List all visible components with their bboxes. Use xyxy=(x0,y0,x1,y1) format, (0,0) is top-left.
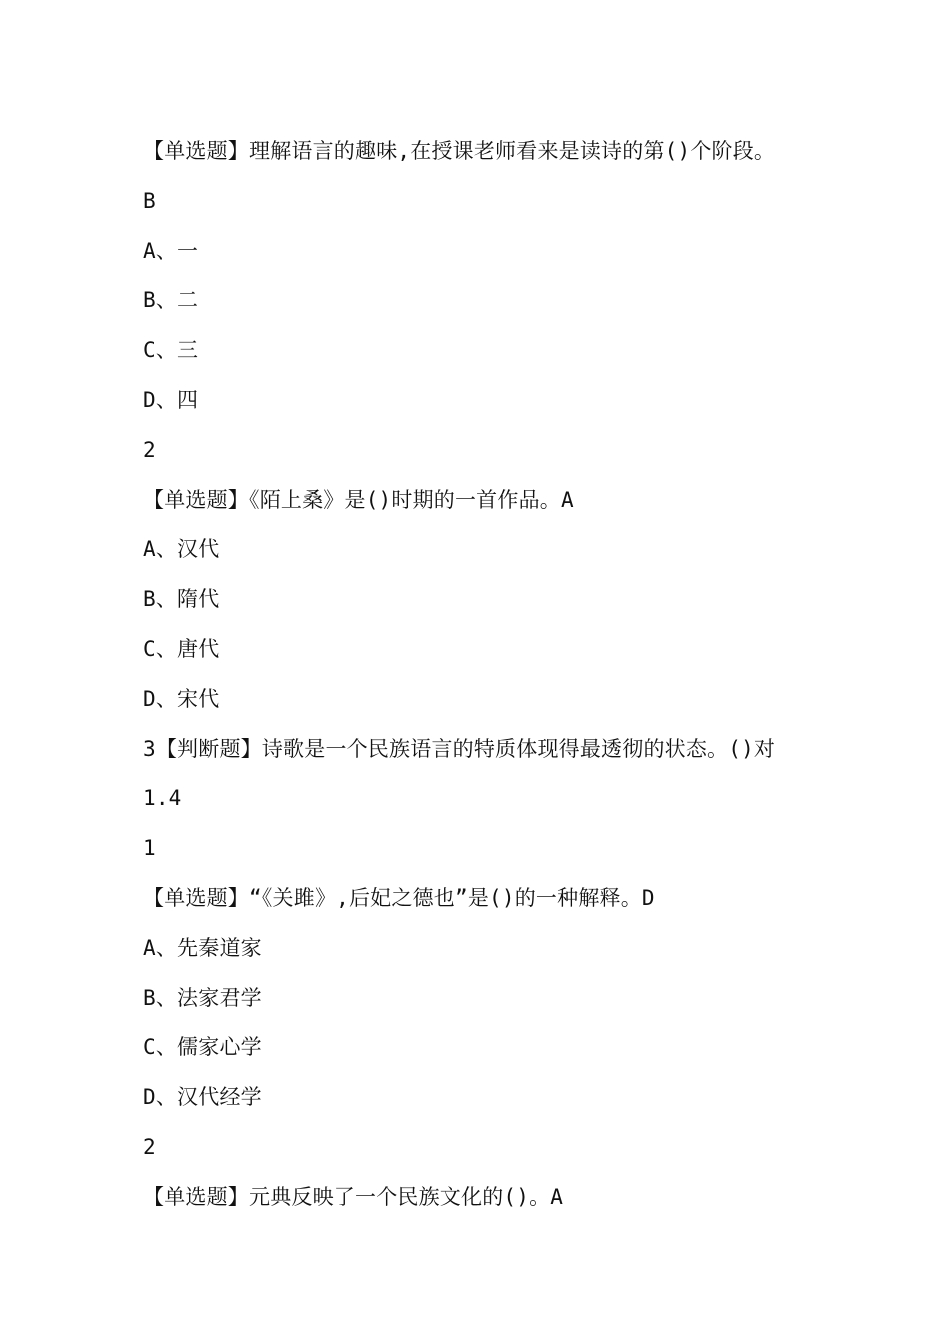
question-3-text: 3【判断题】诗歌是一个民族语言的特质体现得最透彻的状态。()对 xyxy=(143,736,776,761)
question-1-option-a: A、一 xyxy=(143,238,199,263)
document-body xyxy=(143,132,863,1228)
question-4-option-a: A、先秦道家 xyxy=(143,935,262,960)
question-4-option-c: C、儒家心学 xyxy=(143,1035,262,1060)
question-2-option-b: B、隋代 xyxy=(143,587,220,612)
question-4-text: 【单选题】“《关雎》,后妃之德也”是()的一种解释。D xyxy=(143,885,655,910)
question-2-option-d: D、宋代 xyxy=(143,686,220,711)
question-number: 1 xyxy=(143,836,156,861)
question-4-option-b: B、法家君学 xyxy=(143,985,262,1010)
question-5-text: 【单选题】元典反映了一个民族文化的()。A xyxy=(143,1184,564,1209)
question-number: 2 xyxy=(143,437,156,462)
question-1-option-d: D、四 xyxy=(143,387,199,412)
question-1-option-b: B、二 xyxy=(143,288,199,313)
question-2-option-c: C、唐代 xyxy=(143,636,220,661)
question-1-answer: B xyxy=(143,188,156,213)
question-1-option-c: C、三 xyxy=(143,338,199,363)
question-4-option-d: D、汉代经学 xyxy=(143,1085,262,1110)
question-2-option-a: A、汉代 xyxy=(143,537,220,562)
question-2-text: 【单选题】《陌上桑》是()时期的一首作品。A xyxy=(143,487,574,512)
question-1-text: 【单选题】理解语言的趣味,在授课老师看来是读诗的第()个阶段。 xyxy=(143,139,776,163)
section-number: 1.4 xyxy=(143,786,182,811)
question-number: 2 xyxy=(143,1134,156,1159)
